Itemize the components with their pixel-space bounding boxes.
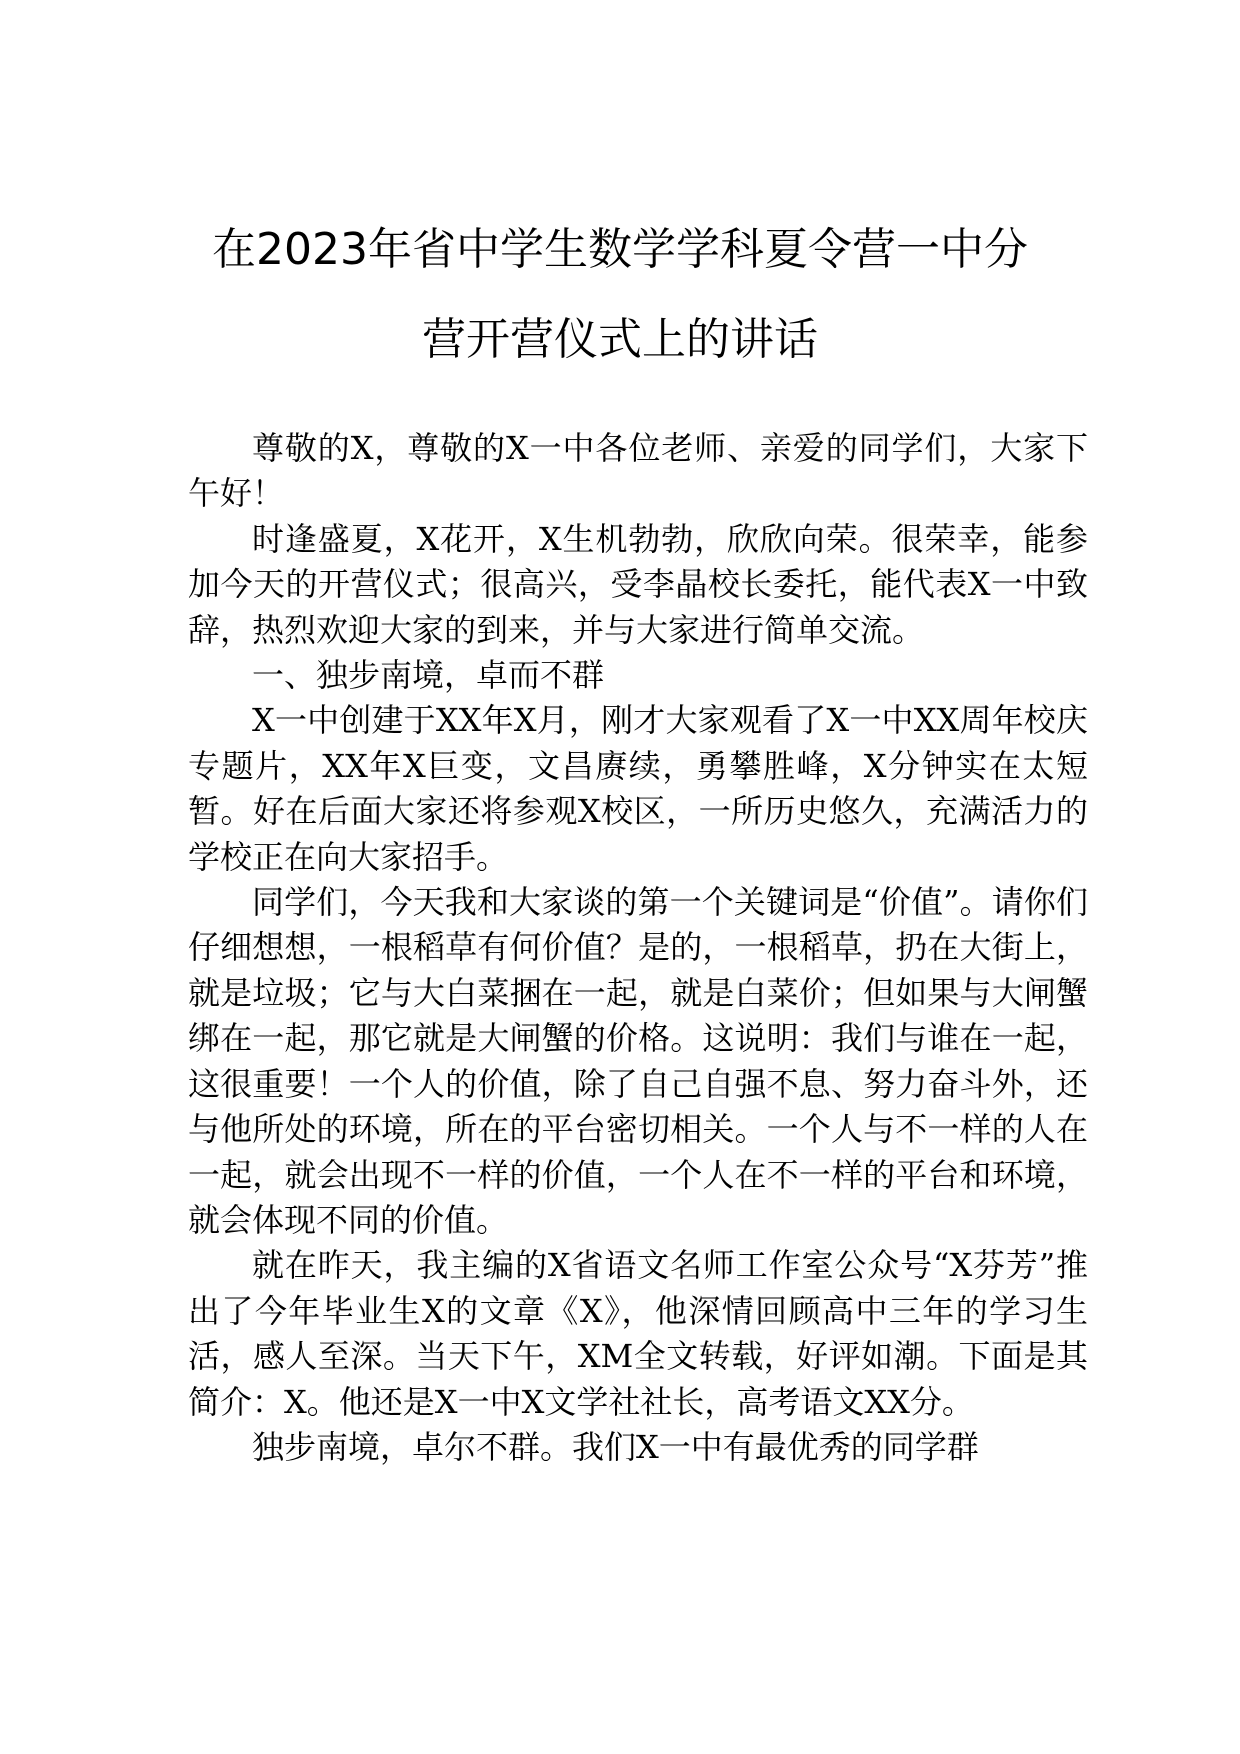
document-title	[150, 205, 1090, 385]
paragraph-greeting: 尊敬的X，尊敬的X一中各位老师、亲爱的同学们，大家下午好！	[188, 429, 1088, 513]
paragraph-welcome: 时逢盛夏，X花开，X生机勃勃，欣欣向荣。很荣幸，能参加今天的开营仪式；很高兴，受李晶校长委托，能代表X一中致辞，热烈欢迎大家的到来，并与大家进行简单交流。	[188, 519, 1088, 649]
section-heading-1: 一、独步南境，卓而不群	[252, 656, 605, 695]
paragraph-closing-fragment: 独步南境，卓尔不群。我们X一中有最优秀的同学群	[252, 1427, 979, 1466]
paragraph-value: 同学们，今天我和大家谈的第一个关键词是“价值”。请你们仔细想想，一根稻草有何价值？是的，一根稻草，扔在大街上，就是垃圾；它与大白菜捆在一起，就是白菜价；但如果与大闸蟹绑在一起，那它就是大闸蟹的价格。这说明：我们与谁在一起，这很重要！一个人的价值，除了自己自强不息、努力奋斗外，还与他所处的环境，所在的平台密切相关。一个人与不一样的人在一起，就会出现不一样的价值，一个人在不一样的平台和环境，就会体现不同的价值。	[188, 883, 1088, 1239]
title-line-1: 在2023年省中学生数学学科夏令营一中分	[212, 224, 1028, 275]
title-line-2: 营开营仪式上的讲话	[422, 314, 818, 365]
paragraph-school-history: X一中创建于XX年X月，刚才大家观看了X一中XX周年校庆专题片，XX年X巨变，文昌赓续，勇攀胜峰，X分钟实在太短暂。好在后面大家还将参观X校区，一所历史悠久，充满活力的学校正在向大家招手。	[188, 701, 1088, 876]
document-body	[188, 426, 1088, 1470]
paragraph-student-article: 就在昨天，我主编的X省语文名师工作室公众号“X芬芳”推出了今年毕业生X的文章《X》，他深情回顾高中三年的学习生活，感人至深。当天下午，XM全文转载，好评如潮。下面是其简介：X。他还是X一中X文学社社长，高考语文XX分。	[188, 1246, 1088, 1421]
